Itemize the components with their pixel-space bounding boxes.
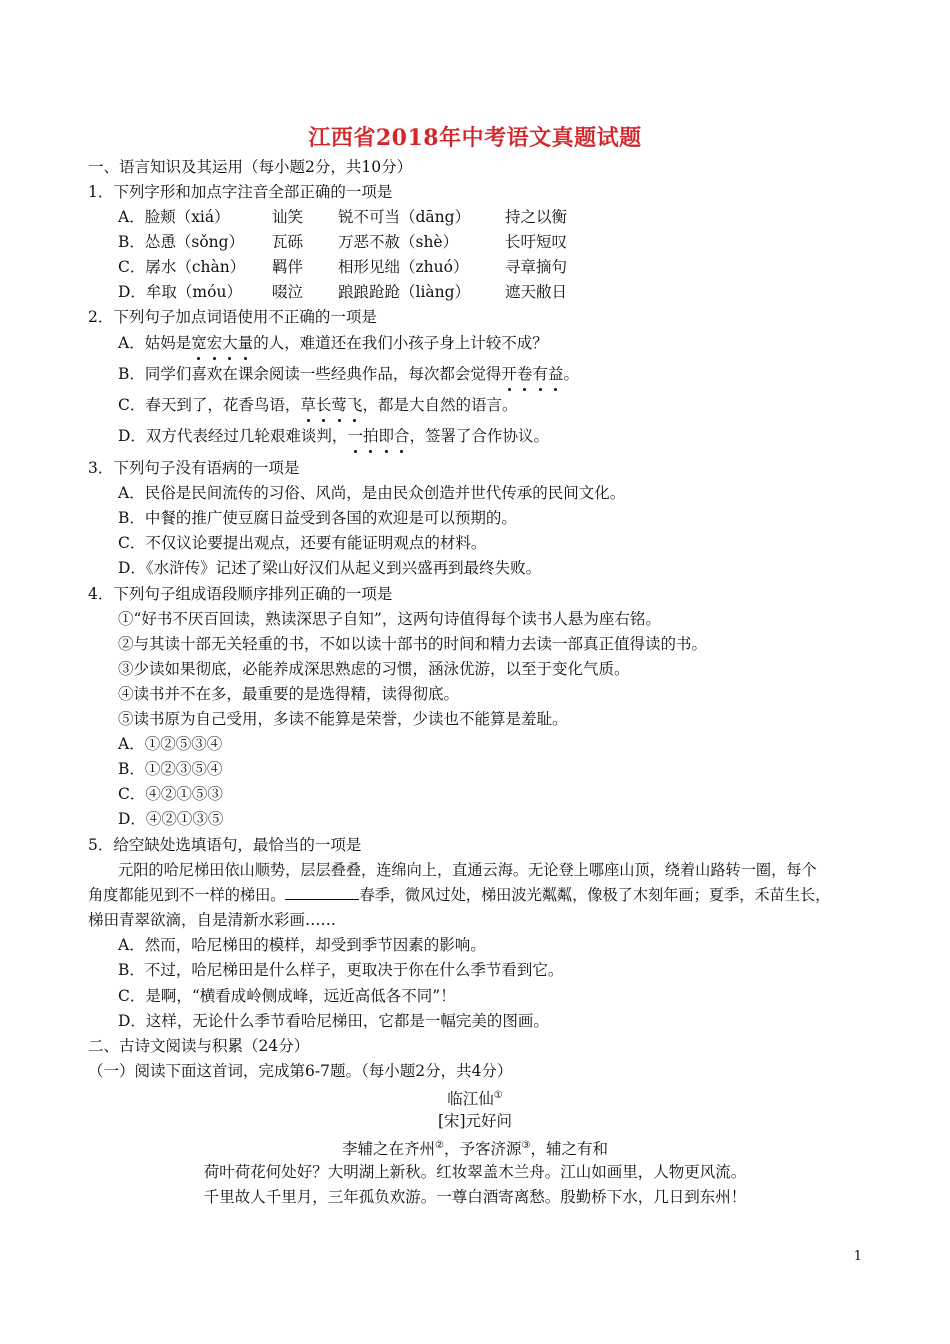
- emphasis-char: 益: [547, 365, 564, 383]
- q4-option-d: D．④②①③⑤: [118, 810, 224, 828]
- q1-d-1: D．牟取（móu）: [118, 283, 242, 301]
- q2-option-b: [118, 364, 579, 384]
- q4-option-b: B．①②③⑤④: [118, 760, 223, 778]
- emphasis-char: 有: [532, 365, 548, 383]
- option-text: D．双方代表经过几轮艰难谈判，: [118, 427, 348, 445]
- dotted-phrase: [347, 427, 409, 445]
- preface-text: ，辅之有和: [530, 1140, 608, 1159]
- dotted-phrase: [191, 334, 253, 352]
- q4-sentence-2: ②与其读十部无关轻重的书，不如以读十部书的时间和精力去读一部真正值得读的书。: [118, 635, 708, 653]
- q4-sentence-1: ①“好书不厌百回读，熟读深思子自知”，这两句诗值得每个读书人悬为座右铭。: [118, 610, 661, 628]
- q1-c-3: 相形见绌（zhuó）: [338, 258, 469, 276]
- q4-sentence-3: ③少读如果彻底，必能养成深思熟虑的习惯，涵泳优游，以至于变化气质。: [118, 660, 630, 678]
- passage-text: 春季，微风过处，梯田波光粼粼，像极了木刻年画；夏季，禾苗生长，: [359, 886, 831, 904]
- emphasis-char: 长: [315, 396, 332, 414]
- option-text: ，签署了合作协议。: [409, 427, 550, 445]
- q1-a-4: 持之以衡: [505, 208, 568, 226]
- option-text: B．同学们喜欢在课余阅读一些经典作品，每次都会觉得: [118, 365, 502, 383]
- section-heading: 一、语言知识及其运用（每小题2分，共10分）: [88, 158, 413, 176]
- passage-text: 角度都能见到不一样的梯田。: [88, 886, 286, 904]
- emphasis-char: 卷: [516, 365, 533, 383]
- emphasis-char: 宏: [206, 334, 223, 352]
- q5-option-a: A．然而，哈尼梯田的模样，却受到季节因素的影响。: [118, 936, 486, 954]
- question-stem: 1．下列字形和加点字注音全部正确的一项是: [88, 183, 393, 201]
- q1-c-4: 寻章摘句: [505, 258, 568, 276]
- q3-option-b: B．中餐的推广使豆腐日益受到各国的欢迎是可以预期的。: [118, 509, 517, 527]
- q1-c-2: 羁伴: [272, 258, 304, 276]
- option-text: 的人，难道还在我们小孩子身上计较不成？: [253, 334, 548, 352]
- fill-blank: [285, 885, 359, 900]
- option-text: A．姑妈是: [118, 334, 192, 352]
- emphasis-char: 量: [237, 334, 254, 352]
- dotted-phrase: [300, 396, 362, 414]
- q3-option-c: C．不仅议论要提出观点，还要有能证明观点的材料。: [118, 534, 487, 552]
- dotted-phrase: [501, 365, 563, 383]
- emphasis-char: 草: [300, 396, 316, 414]
- q1-d-3: 踉踉跄跄（liàng）: [338, 283, 471, 301]
- q5-option-d: D．这样，无论什么季节看哈尼梯田，它都是一幅完美的图画。: [118, 1012, 549, 1030]
- q4-option-a: A．①②⑤③④: [118, 735, 223, 753]
- q1-b-2: 瓦砾: [272, 233, 304, 251]
- preface-text: 李辅之在齐州: [342, 1140, 436, 1159]
- emphasis-char: 开: [501, 365, 517, 383]
- poem-title-text: 临江仙: [447, 1090, 494, 1109]
- poem-title: [0, 1086, 950, 1109]
- passage-line: [88, 885, 830, 905]
- q1-a-3: 锐不可当（dāng）: [338, 208, 471, 226]
- page-title: 江西省2018年中考语文真题试题: [308, 125, 642, 151]
- emphasis-char: 莺: [331, 396, 347, 414]
- page-number: 1: [853, 1249, 862, 1264]
- q2-option-c: [118, 395, 517, 415]
- poem-line: 荷叶荷花何处好？大明湖上新秋。红妆翠盖木兰舟。江山如画里，人物更风流。: [203, 1163, 747, 1181]
- q1-b-1: B．怂恿（sǒng）: [118, 233, 245, 251]
- q1-b-4: 长吁短叹: [505, 233, 568, 251]
- option-text: 。: [563, 365, 579, 383]
- q4-option-c: C．④②①⑤③: [118, 785, 223, 803]
- poem-author: [宋]元好问: [437, 1112, 513, 1130]
- option-text: C．春天到了，花香鸟语，: [118, 396, 301, 414]
- emphasis-char: 即: [378, 427, 394, 445]
- emphasis-char: 拍: [362, 427, 379, 445]
- q4-sentence-4: ④读书并不在多，最重要的是选得精，读得彻底。: [118, 685, 460, 703]
- question-stem: 3．下列句子没有语病的一项是: [88, 459, 300, 477]
- poem-line: 千里故人千里月，三年孤负欢游。一尊白酒寄离愁。殷勤桥下水，几日到东州！: [203, 1188, 747, 1206]
- q3-option-d: D．《水浒传》记述了梁山好汉们从起义到兴盛再到最终失败。: [118, 559, 542, 577]
- q2-option-d: [118, 426, 549, 446]
- q1-a-1: A．脸颊（xiá）: [118, 208, 230, 226]
- poem-preface: [0, 1136, 950, 1159]
- q1-c-1: C．孱水（chàn）: [118, 258, 246, 276]
- section-heading: 二、古诗文阅读与积累（24分）: [88, 1037, 310, 1055]
- emphasis-char: 一: [347, 427, 363, 445]
- preface-text: ，予客济源: [443, 1140, 522, 1159]
- q1-d-4: 遮天敝日: [505, 283, 568, 301]
- footnote-marker: ③: [521, 1140, 531, 1151]
- passage-line: 元阳的哈尼梯田依山顺势，层层叠叠，连绵向上，直通云海。无论登上哪座山顶，绕着山路转一圈，每个: [118, 861, 817, 879]
- question-stem: 5．给空缺处选填语句，最恰当的一项是: [88, 836, 362, 854]
- q5-option-b: B．不过，哈尼梯田是什么样子，更取决于你在什么季节看到它。: [118, 961, 564, 979]
- q1-d-2: 啜泣: [272, 283, 304, 301]
- part-heading: （一）阅读下面这首词，完成第6-7题。（每小题2分，共4分）: [88, 1062, 513, 1080]
- emphasis-char: 飞: [346, 396, 363, 414]
- footnote-marker: ①: [493, 1090, 503, 1101]
- question-stem: 4．下列句子组成语段顺序排列正确的一项是: [88, 585, 393, 603]
- question-stem: 2．下列句子加点词语使用不正确的一项是: [88, 308, 377, 326]
- footnote-marker: ②: [435, 1140, 444, 1151]
- q1-b-3: 万恶不赦（shè）: [338, 233, 459, 251]
- option-text: ，都是大自然的语言。: [362, 396, 518, 414]
- q3-option-a: A．民俗是民间流传的习俗、风尚，是由民众创造并世代传承的民间文化。: [118, 484, 626, 502]
- q4-sentence-5: ⑤读书原为自己受用，多读不能算是荣誉，少读也不能算是羞耻。: [118, 710, 568, 728]
- emphasis-char: 大: [222, 334, 238, 352]
- emphasis-char: 合: [393, 427, 410, 445]
- q5-option-c: C．是啊，“横看成岭侧成峰，远近高低各不同”！: [118, 987, 456, 1005]
- passage-line: 梯田青翠欲滴，自是清新水彩画……: [88, 911, 337, 929]
- emphasis-char: 宽: [191, 334, 207, 352]
- q1-a-2: 讪笑: [272, 208, 304, 226]
- q2-option-a: [118, 333, 548, 353]
